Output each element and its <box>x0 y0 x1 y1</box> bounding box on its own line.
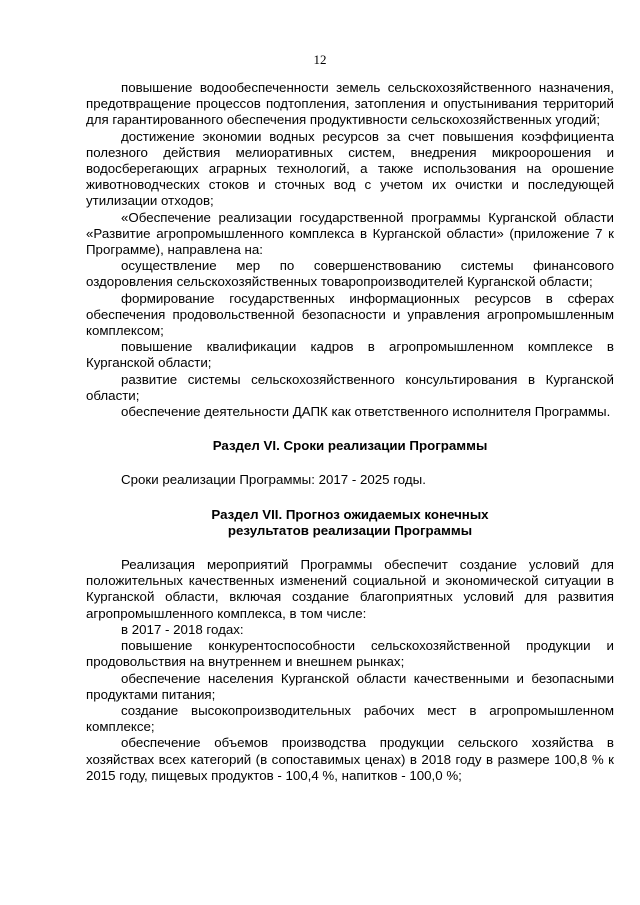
paragraph: осуществление мер по совершенствованию системы финансового оздоровления сельскохозяйственных товаропроизводителей Курганской области; <box>86 258 614 290</box>
section-7-heading-line1: Раздел VII. Прогноз ожидаемых конечных <box>211 506 489 522</box>
section-7-heading <box>86 507 614 539</box>
paragraph: формирование государственных информационных ресурсов в сферах обеспечения продовольственной безопасности и управления агропромышленным комплексом; <box>86 290 614 339</box>
section-6-text: Сроки реализации Программы: 2017 - 2025 годы. <box>121 472 426 488</box>
paragraph: повышение водообеспеченности земель сельскохозяйственного назначения, предотвращение процессов подтопления, затопления и опустынивания территорий для гарантированного обеспечения продуктивности сельскохозяйственных угодий; <box>86 80 614 128</box>
paragraph: создание высокопроизводительных рабочих мест в агропромышленном комплексе; <box>86 702 614 735</box>
paragraph: достижение экономии водных ресурсов за счет повышения коэффициента полезного действия мелиоративных систем, внедрения микроорошения и водосберегающих аграрных технологий, а также использования на орошение животноводческих стоков и сточных вод с учетом их очистки и последующей утилизации отходов; <box>86 128 614 209</box>
paragraph: обеспечение деятельности ДАПК как ответственного исполнителя Программы. <box>121 404 611 420</box>
paragraph: обеспечение населения Курганской области качественными и безопасными продуктами питания; <box>86 670 614 702</box>
page-number: 12 <box>313 52 327 67</box>
paragraph: обеспечение объемов производства продукции сельского хозяйства в хозяйствах всех категорий (в сопоставимых ценах) в 2018 году в размере 100,8 % к 2015 году, пищевых продуктов - 100,4 %, напитков - 100,0 %; <box>86 735 614 783</box>
paragraph: Реализация мероприятий Программы обеспечит создание условий для положительных качественных изменений социальной и экономической ситуации в Курганской области, включая создание благоприятных условий для развития агропромышленного комплекса, в том числе: <box>86 557 614 621</box>
paragraph: повышение конкурентоспособности сельскохозяйственной продукции и продовольствия на внутреннем и внешнем рынках; <box>86 638 614 670</box>
paragraph: «Обеспечение реализации государственной программы Курганской области «Развитие агропромышленного комплекса в Курганской области» (приложение 7 к Программе), направлена на: <box>86 209 614 258</box>
paragraph: в 2017 - 2018 годах: <box>121 621 244 637</box>
document-body <box>86 80 614 784</box>
section-6-heading: Раздел VI. Сроки реализации Программы <box>212 438 488 454</box>
section-7-heading-line2: результатов реализации Программы <box>227 522 473 538</box>
paragraph: развитие системы сельскохозяйственного консультирования в Курганской области; <box>86 371 614 403</box>
paragraph: повышение квалификации кадров в агропромышленном комплексе в Курганской области; <box>86 339 614 371</box>
